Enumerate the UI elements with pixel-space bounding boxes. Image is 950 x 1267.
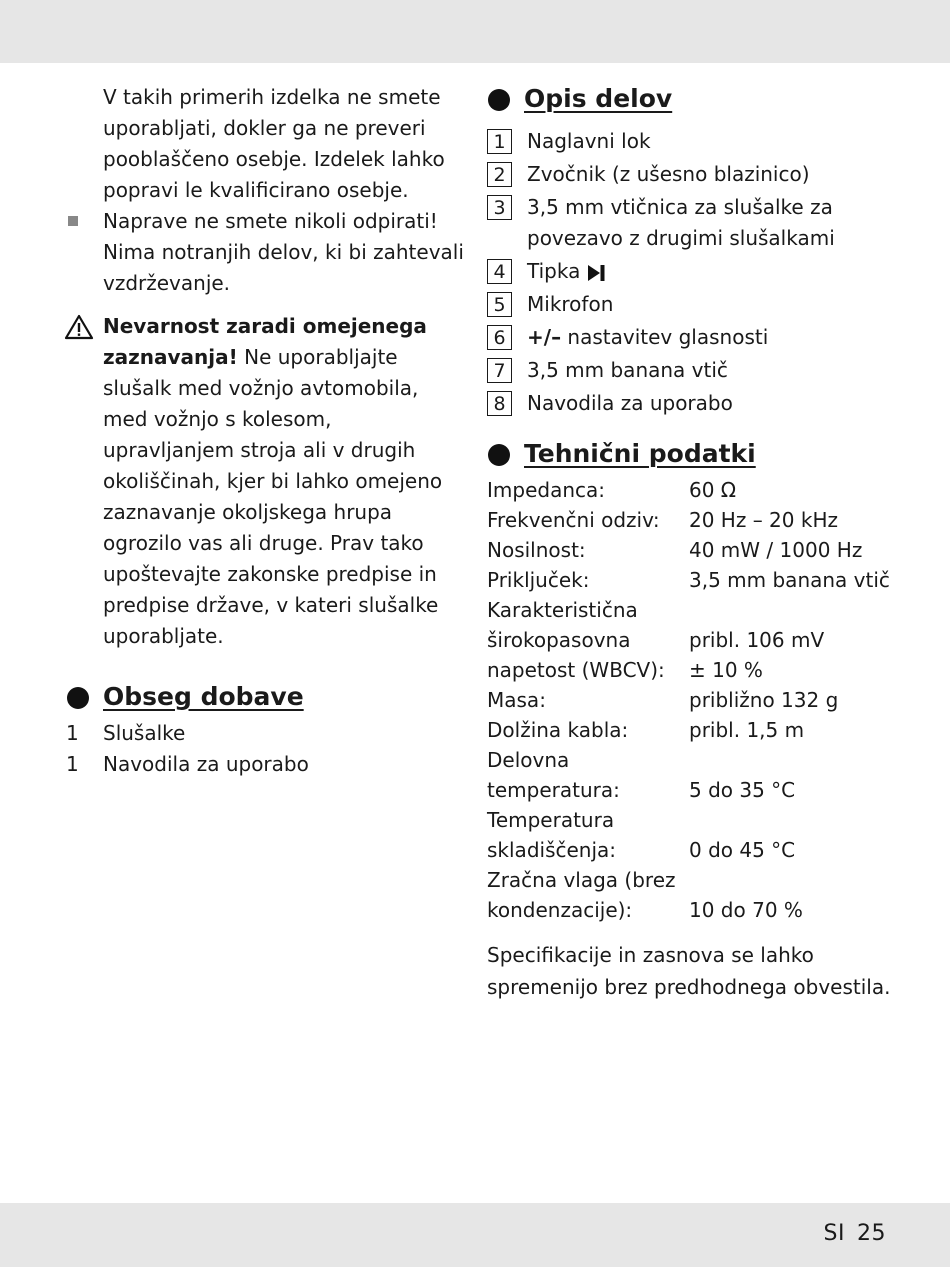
part-number: 3 [487,195,512,220]
spec-key: Delovna [487,748,570,772]
spec-key: Priključek: [487,568,590,592]
parts-heading [487,82,907,116]
part-item [487,388,907,419]
spec-value: približno 132 g [689,688,839,712]
part-number: 1 [487,129,512,154]
warning-triangle-icon [64,313,94,341]
part-number: 5 [487,292,512,317]
scope-label: Slušalke [103,721,186,745]
part-item [487,159,907,190]
part-label-bold: +/– [527,325,562,349]
part-label: Naglavni lok [527,129,651,153]
play-pause-icon [586,263,606,283]
part-number: 2 [487,162,512,187]
square-bullet-icon [68,216,78,226]
part-number: 6 [487,325,512,350]
scope-label: Navodila za uporabo [103,752,309,776]
part-item [487,322,907,353]
spec-key: Impedanca: [487,478,605,502]
spec-value: pribl. 106 mV [689,628,825,652]
spec-key: Dolžina kabla: [487,718,629,742]
spec-value: ± 10 % [689,658,763,682]
spec-key: skladiščenja: [487,838,617,862]
spec-key: kondenzacije): [487,898,633,922]
right-column [487,82,907,1003]
scope-qty: 1 [66,752,79,776]
spec-key: Nosilnost: [487,538,586,562]
spec-value: 40 mW / 1000 Hz [689,538,863,562]
scope-item [66,718,466,749]
spec-value: 5 do 35 °C [689,778,796,802]
spec-value: 3,5 mm banana vtič [689,568,890,592]
warning-title: Nevarnost zaradi omejenega zaznavanja! [103,314,427,369]
left-column [66,82,466,780]
part-number: 7 [487,358,512,383]
warning-text: Ne uporabljajte slušalk med vožnjo avtomobila, med vožnjo s kolesom, upravljanjem stroja ali v drugih okoliščinah, kjer bi lahko omejeno zaznavanje okoljskega hrupa ogrozilo vas ali druge. Prav tako upoštevajte zakonske predpise in predpise države, v kateri slušalke uporabljate. [103,345,443,648]
part-label: 3,5 mm banana vtič [527,358,728,382]
part-number: 8 [487,391,512,416]
part-item [487,192,907,254]
bullet-dot-icon [67,687,89,709]
page-number: 25 [857,1221,886,1246]
scope-item [66,749,466,780]
bullet-text: Naprave ne smete nikoli odpirati! Nima notranjih delov, ki bi zahtevali vzdrževanje. [103,209,464,295]
part-label: nastavitev glasnosti [561,325,769,349]
part-number: 4 [487,259,512,284]
spec-key: napetost (WBCV): [487,658,665,682]
scope-heading [66,680,466,714]
bullet-dot-icon [488,89,510,111]
part-label: Tipka [527,259,581,283]
spec-note: Specifikacije in zasnova se lahko spremenijo brez predhodnega obvestila. [487,943,891,999]
spec-value: 60 Ω [689,478,737,502]
spec-key: Temperatura [487,808,615,832]
spec-value: 0 do 45 °C [689,838,796,862]
spec-key: Frekvenčni odziv: [487,508,660,532]
spec-key: Masa: [487,688,546,712]
language-code: SI [823,1221,845,1246]
spec-key: temperatura: [487,778,620,802]
bottom-band [0,1203,950,1267]
intro-paragraph: V takih primerih izdelka ne smete uporabljati, dokler ga ne preveri pooblaščeno osebje. Izdelek lahko popravi le kvalificirano osebje. [103,85,445,202]
spec-key: Karakteristična [487,598,638,622]
spec-key: Zračna vlaga (brez [487,868,676,892]
bullet-dot-icon [488,444,510,466]
scope-qty: 1 [66,721,79,745]
part-label: Zvočnik (z ušesno blazinico) [527,162,810,186]
top-band [0,0,950,63]
spec-value: 10 do 70 % [689,898,803,922]
part-label: Mikrofon [527,292,614,316]
scope-heading-text: Obseg dobave [103,682,304,711]
part-label: Navodila za uporabo [527,391,733,415]
spec-key: širokopasovna [487,628,631,652]
part-item [487,126,907,157]
bullet-item [66,206,466,299]
parts-heading-text: Opis delov [524,84,673,113]
part-label: 3,5 mm vtičnica za slušalke za povezavo z drugimi slušalkami [527,195,835,250]
part-item [487,256,907,287]
tech-heading-text: Tehnični podatki [524,439,756,468]
spec-value: pribl. 1,5 m [689,718,805,742]
warning-block [66,311,466,652]
page-footer [824,1221,886,1246]
tech-heading [487,437,907,471]
spec-value: 20 Hz – 20 kHz [689,508,838,532]
part-item [487,355,907,386]
spec-table [487,475,907,925]
part-item [487,289,907,320]
